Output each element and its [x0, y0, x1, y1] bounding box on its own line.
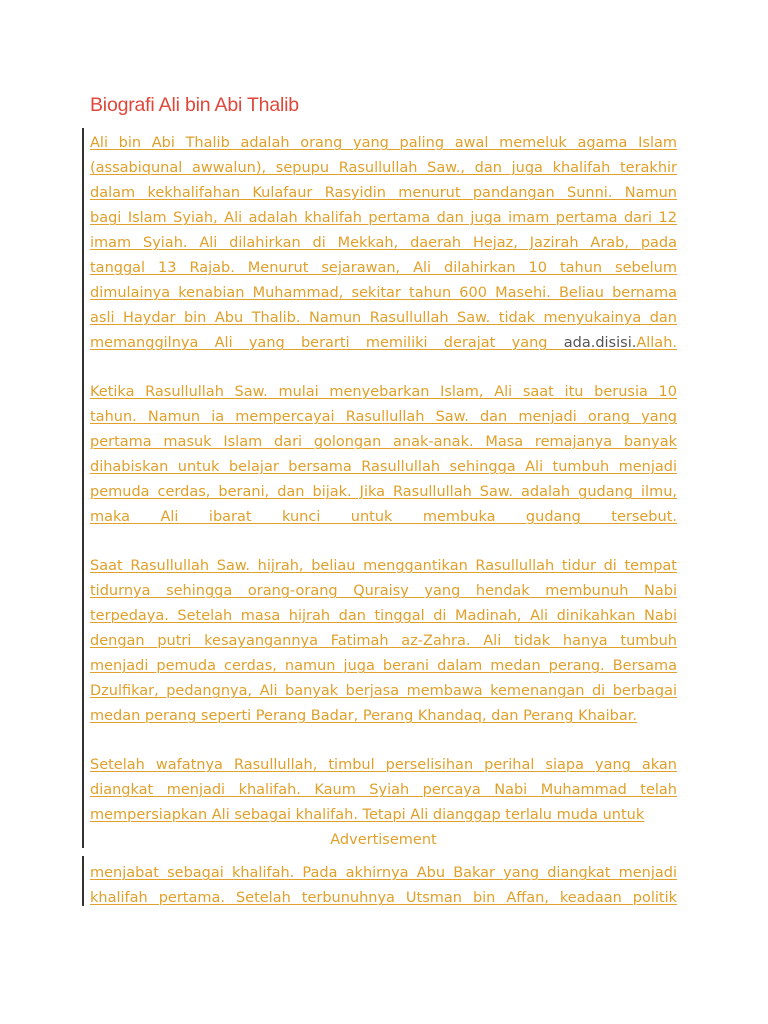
paragraph-3-line[interactable]: Saat Rasullullah Saw. hijrah, beliau menggantikan Rasullullah tidur di tempat — [90, 558, 677, 574]
paragraph-3-line[interactable]: terpedaya. Setelah masa hijrah dan tinggal di Madinah, Ali dinikahkan Nabi — [90, 608, 677, 624]
paragraph-1-line[interactable]: dimulainya kenabian Muhammad, sekitar tahun 600 Masehi. Beliau bernama — [90, 285, 677, 301]
paragraph-2-line[interactable]: maka Ali ibarat kunci untuk membuka gudang tersebut. — [90, 509, 677, 525]
advertisement-label: Advertisement — [330, 832, 437, 848]
paragraph-4-line[interactable]: mempersiapkan Ali sebagai khalifah. Tetapi Ali dianggap terlalu muda untuk — [90, 807, 645, 823]
paragraph-1-last-line[interactable] — [90, 331, 677, 355]
paragraph-1-plain-text: ada.disisi. — [563, 335, 637, 351]
paragraph-1-link-text[interactable]: memanggilnya Ali yang berarti memiliki derajat yang — [90, 335, 564, 351]
paragraph-1-line[interactable]: Ali bin Abi Thalib adalah orang yang paling awal memeluk agama Islam — [90, 135, 677, 151]
paragraph-2-line[interactable]: pemuda cerdas, berani, dan bijak. Jika Rasullullah Saw. adalah gudang ilmu, — [90, 484, 677, 500]
quote-bar — [82, 128, 84, 848]
paragraph-3-line[interactable]: medan perang seperti Perang Badar, Perang Khandaq, dan Perang Khaibar. — [90, 708, 638, 724]
paragraph-1-line[interactable]: tanggal 13 Rajab. Menurut sejarawan, Ali dilahirkan 10 tahun sebelum — [90, 260, 677, 276]
paragraph-2-line[interactable]: tahun. Namun ia mempercayai Rasullullah Saw. dan menjadi orang yang — [90, 409, 677, 425]
paragraph-1-line[interactable]: dalam kekhalifahan Kulafaur Rasyidin menurut pandangan Sunni. Namun — [90, 185, 677, 201]
paragraph-3-line[interactable]: menjadi pemuda cerdas, namun juga berani dalam medan perang. Bersama — [90, 658, 677, 674]
paragraph-1-line[interactable]: (assabiqunal awwalun), sepupu Rasullullah Saw., dan juga khalifah terakhir — [90, 160, 677, 176]
paragraph-3-line[interactable]: tidurnya sehingga orang-orang Quraisy yang hendak membunuh Nabi — [90, 583, 677, 599]
quote-bar — [82, 856, 84, 906]
paragraph-5-line[interactable]: khalifah pertama. Setelah terbunuhnya Utsman bin Affan, keadaan politik — [90, 890, 677, 906]
paragraph-1-line[interactable]: bagi Islam Syiah, Ali adalah khalifah pertama dan juga imam pertama dari 12 — [90, 210, 677, 226]
paragraph-1-line[interactable]: imam Syiah. Ali dilahirkan di Mekkah, daerah Hejaz, Jazirah Arab, pada — [90, 235, 677, 251]
paragraph-1-link-end[interactable]: Allah. — [636, 335, 677, 351]
paragraph-2-line[interactable]: pertama masuk Islam dari golongan anak-anak. Masa remajanya banyak — [90, 434, 677, 450]
paragraph-2-line[interactable]: dihabiskan untuk belajar bersama Rasullullah sehingga Ali tumbuh menjadi — [90, 459, 677, 475]
paragraph-4-line[interactable]: diangkat menjadi khalifah. Kaum Syiah percaya Nabi Muhammad telah — [90, 782, 677, 798]
paragraph-3-line[interactable]: Dzulfikar, pedangnya, Ali banyak berjasa membawa kemenangan di berbagai — [90, 683, 677, 699]
page-title: Biografi Ali bin Abi Thalib — [90, 94, 299, 116]
paragraph-3-line[interactable]: dengan putri kesayangannya Fatimah az-Zahra. Ali tidak hanya tumbuh — [90, 633, 677, 649]
paragraph-2-line[interactable]: Ketika Rasullullah Saw. mulai menyebarkan Islam, Ali saat itu berusia 10 — [90, 384, 677, 400]
paragraph-1-line[interactable]: asli Haydar bin Abu Thalib. Namun Rasullullah Saw. tidak menyukainya dan — [90, 310, 677, 326]
paragraph-5-line[interactable]: menjabat sebagai khalifah. Pada akhirnya Abu Bakar yang diangkat menjadi — [90, 865, 677, 881]
paragraph-4-line[interactable]: Setelah wafatnya Rasullullah, timbul perselisihan perihal siapa yang akan — [90, 757, 677, 773]
